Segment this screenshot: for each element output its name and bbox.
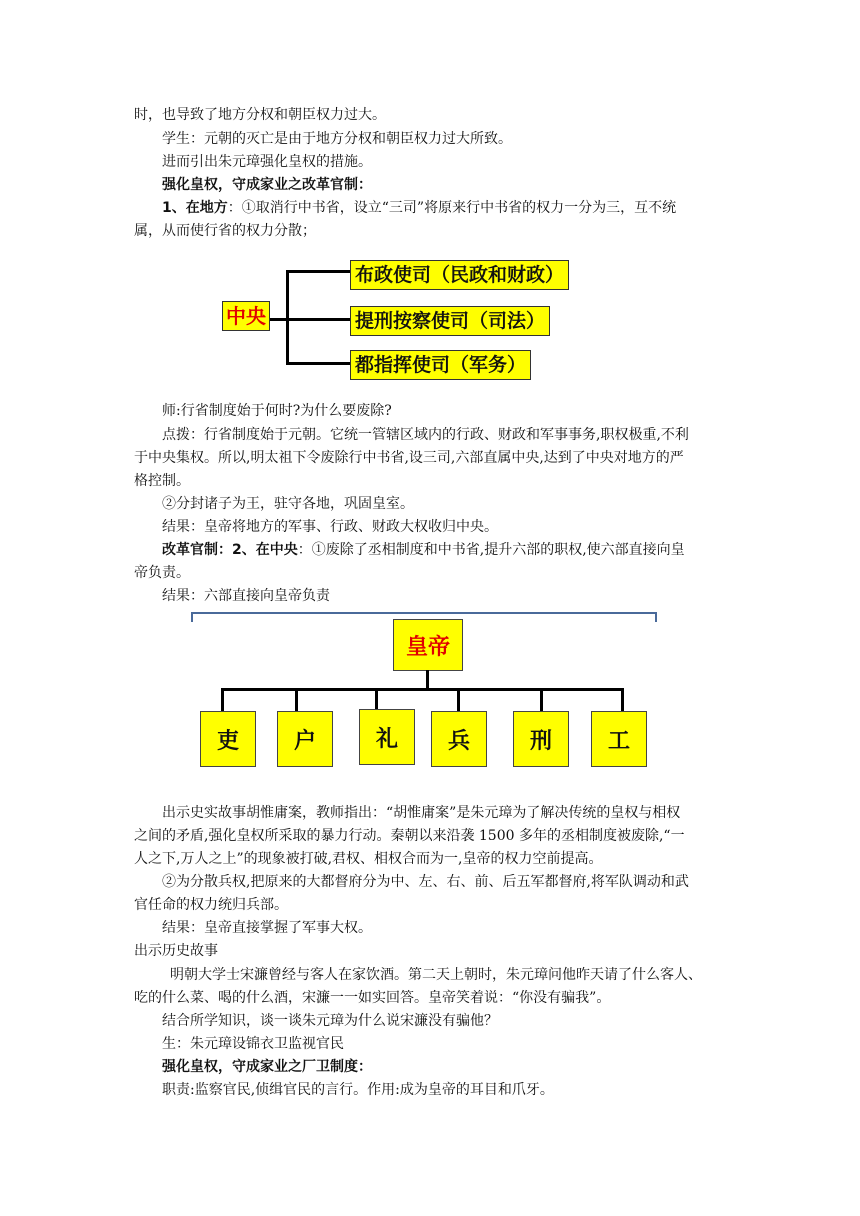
paragraph: 点拨：行省制度始于元朝。它统一管辖区域内的行政、财政和军事事务,职权极重,不利 (162, 427, 689, 443)
paragraph: 学生：元朝的灭亡是由于地方分权和朝臣权力过大所致。 (162, 131, 512, 147)
paragraph: 结果：皇帝将地方的军事、行政、财政大权收归中央。 (162, 519, 498, 535)
ministry-box-personnel: 吏 (200, 711, 256, 767)
paragraph: 帝负责。 (134, 565, 190, 581)
paragraph: 之间的矛盾,强化皇权所采取的暴力行动。秦朝以来沿袭 1500 多年的丞相制度被废除,“一 (134, 828, 685, 844)
ministry-box-justice: 刑 (513, 711, 569, 767)
diagram-root-central: 中央 (222, 301, 270, 331)
paragraph: 格控制。 (134, 473, 190, 489)
paragraph (162, 198, 676, 218)
paragraph: 师:行省制度始于何时?为什么要废除? (162, 403, 392, 419)
ministry-box-rites: 礼 (359, 709, 415, 765)
connector-line (221, 688, 224, 712)
connector-line (286, 270, 289, 364)
paragraph: 结果：六部直接向皇帝负责 (162, 588, 330, 604)
section-heading: 强化皇权，守成家业之改革官制： (162, 177, 372, 193)
diagram-branch-duzhihui: 都指挥使司（军务） (350, 350, 531, 380)
diagram-root-emperor: 皇帝 (393, 619, 463, 671)
connector-line (295, 688, 298, 712)
paragraph: 职责:监察官民,侦缉官民的言行。作用:成为皇帝的耳目和爪牙。 (162, 1082, 554, 1098)
connector-line (286, 270, 350, 273)
bold-label: 改革官制：2、在中央 (162, 542, 298, 558)
connector-line (621, 688, 624, 712)
diagram-branch-buzheng: 布政使司（民政和财政） (350, 260, 569, 290)
paragraph-text: ：①取消行中书省，设立“三司”将原来行中书省的权力一分为三，互不统 (227, 200, 677, 216)
ministry-box-war: 兵 (431, 711, 487, 767)
connector-line (457, 688, 460, 712)
connector-line (286, 362, 350, 365)
paragraph: 于中央集权。所以,明太祖下令废除行中书省,设三司,六部直属中央,达到了中央对地方的严 (134, 450, 684, 466)
ministry-box-works: 工 (591, 711, 647, 767)
paragraph: ②分封诸子为王，驻守各地，巩固皇室。 (162, 496, 414, 512)
paragraph: 时，也导致了地方分权和朝臣权力过大。 (134, 107, 386, 123)
paragraph: 属，从而使行省的权力分散； (134, 223, 316, 239)
paragraph: 明朝大学士宋濂曾经与客人在家饮酒。第二天上朝时，朱元璋问他昨天请了什么客人、 (170, 967, 702, 983)
connector-line (426, 670, 429, 690)
bold-label: 1、在地方 (162, 200, 228, 216)
diagram-branch-tixing: 提刑按察使司（司法） (350, 306, 550, 336)
paragraph: 生：朱元璋设锦衣卫监视官民 (162, 1036, 344, 1052)
paragraph: 结果：皇帝直接掌握了军事大权。 (162, 920, 372, 936)
paragraph-text: ：①废除了丞相制度和中书省,提升六部的职权,使六部直接向皇 (297, 542, 685, 558)
paragraph (162, 540, 685, 560)
paragraph: 人之下,万人之上”的现象被打破,君权、相权合而为一,皇帝的权力空前提高。 (134, 851, 603, 867)
paragraph: 结合所学知识，谈一谈朱元璋为什么说宋濂没有骗他？ (162, 1013, 498, 1029)
ministry-box-revenue: 户 (277, 711, 333, 767)
connector-line (286, 318, 350, 321)
connector-line (221, 688, 624, 691)
connector-line (540, 688, 543, 712)
paragraph: 出示历史故事 (134, 943, 218, 959)
paragraph: ②为分散兵权,把原来的大都督府分为中、左、右、前、后五军都督府,将军队调动和武 (162, 874, 689, 890)
connector-line (375, 688, 378, 710)
paragraph: 进而引出朱元璋强化皇权的措施。 (162, 154, 372, 170)
paragraph: 出示史实故事胡惟庸案，教师指出：“胡惟庸案”是朱元璋为了解决传统的皇权与相权 (162, 805, 681, 821)
section-heading: 强化皇权，守成家业之厂卫制度： (162, 1059, 372, 1075)
paragraph: 官任命的权力统归兵部。 (134, 897, 288, 913)
paragraph: 吃的什么菜、喝的什么酒，宋濂一一如实回答。皇帝笑着说：“你没有骗我”。 (134, 990, 611, 1006)
